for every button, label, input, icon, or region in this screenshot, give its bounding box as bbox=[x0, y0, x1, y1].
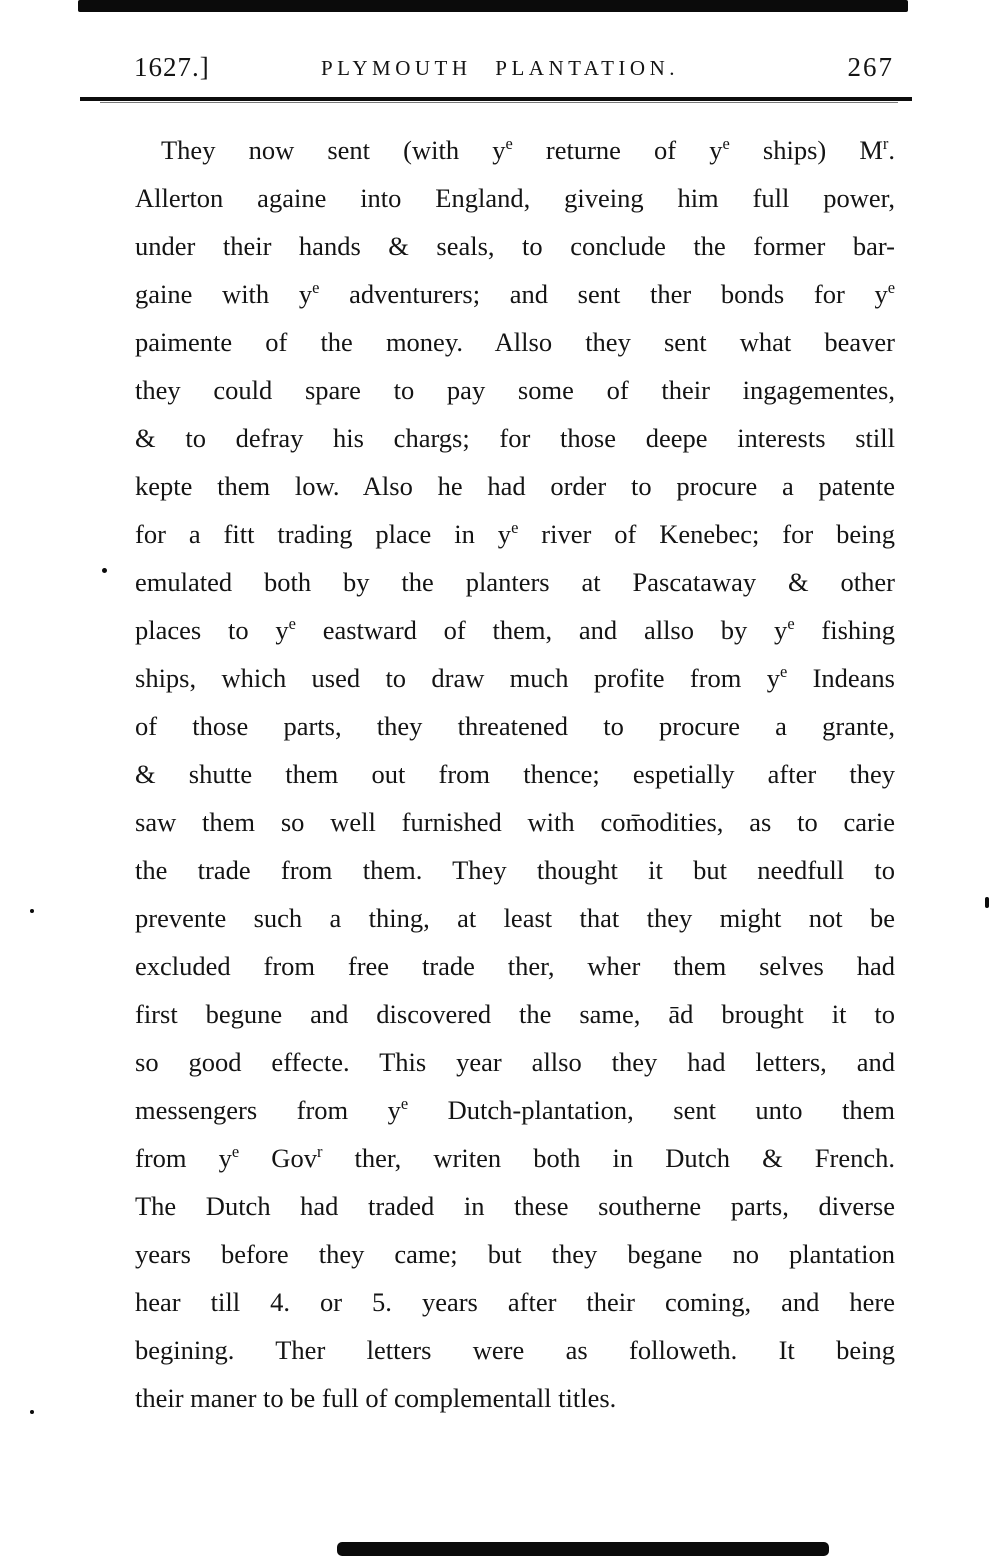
text-line: prevente such a thing, at least that they might not be bbox=[135, 903, 895, 933]
body-text bbox=[135, 126, 895, 1422]
text-line: begining. Ther letters were as followeth. It being bbox=[135, 1335, 895, 1365]
scan-speck bbox=[102, 568, 107, 573]
text-line: so good effecte. This year allso they had letters, and bbox=[135, 1047, 895, 1077]
header-title: PLYMOUTH PLANTATION. bbox=[320, 56, 680, 80]
text-line: & to defray his chargs; for those deepe interests still bbox=[135, 423, 895, 453]
scan-speck bbox=[30, 909, 34, 913]
text-line: years before they came; but they begane no plantation bbox=[135, 1239, 895, 1269]
scan-edge-bar-bottom bbox=[337, 1542, 829, 1556]
text-line: ships, which used to draw much profite from $y^e$ Indeans bbox=[135, 662, 895, 693]
text-line: Allerton againe into England, giveing him full power, bbox=[135, 183, 895, 213]
text-line: kepte them low. Also he had order to procure a patente bbox=[135, 471, 895, 501]
text-line: gaine with $y^e$ adventurers; and sent ther bonds for $y^e$ bbox=[135, 278, 896, 309]
text-line: first begune and discovered the same, ād brought it to bbox=[135, 999, 895, 1029]
text-line: their maner to be full of complementall titles. bbox=[135, 1383, 617, 1413]
text-line: from $y^e$ Gov$^r$ ther, writen both in Dutch & French. bbox=[135, 1142, 896, 1173]
text-line: & shutte them out from thence; espetially after they bbox=[135, 759, 895, 789]
scan-speck bbox=[985, 897, 989, 908]
scan-speck bbox=[30, 1410, 34, 1414]
text-line: They now sent (with $y^e$ returne of $y^e$ ships) $M^r$. bbox=[161, 134, 895, 165]
header-rule bbox=[80, 97, 912, 101]
text-line: paimente of the money. Allso they sent what beaver bbox=[135, 327, 895, 357]
text-line: they could spare to pay some of their ingagementes, bbox=[135, 375, 895, 405]
text-line: under their hands & seals, to conclude the former bar- bbox=[135, 231, 895, 261]
text-line: The Dutch had traded in these southerne parts, diverse bbox=[135, 1191, 895, 1221]
running-head bbox=[0, 52, 1000, 88]
scan-edge-bar-top bbox=[78, 0, 908, 12]
header-year: 1627.] bbox=[134, 52, 210, 82]
text-line: of those parts, they threatened to procure a grante, bbox=[135, 711, 895, 741]
text-line: for a fitt trading place in $y^e$ river of Kenebec; for being bbox=[135, 518, 895, 549]
text-line: places to $y^e$ eastward of them, and allso by $y^e$ fishing bbox=[135, 614, 896, 645]
header-page-number: 267 bbox=[847, 52, 894, 82]
text-line: hear till 4. or 5. years after their coming, and here bbox=[135, 1287, 895, 1317]
text-line: emulated both by the planters at Pascataway & other bbox=[135, 567, 895, 597]
text-line: saw them so well furnished with com̄odities, as to carie bbox=[135, 807, 895, 837]
text-line: messengers from $y^e$ Dutch-plantation, sent unto them bbox=[135, 1094, 895, 1125]
text-line: excluded from free trade ther, wher them selves had bbox=[135, 951, 895, 981]
text-line: the trade from them. They thought it but needfull to bbox=[135, 855, 895, 885]
